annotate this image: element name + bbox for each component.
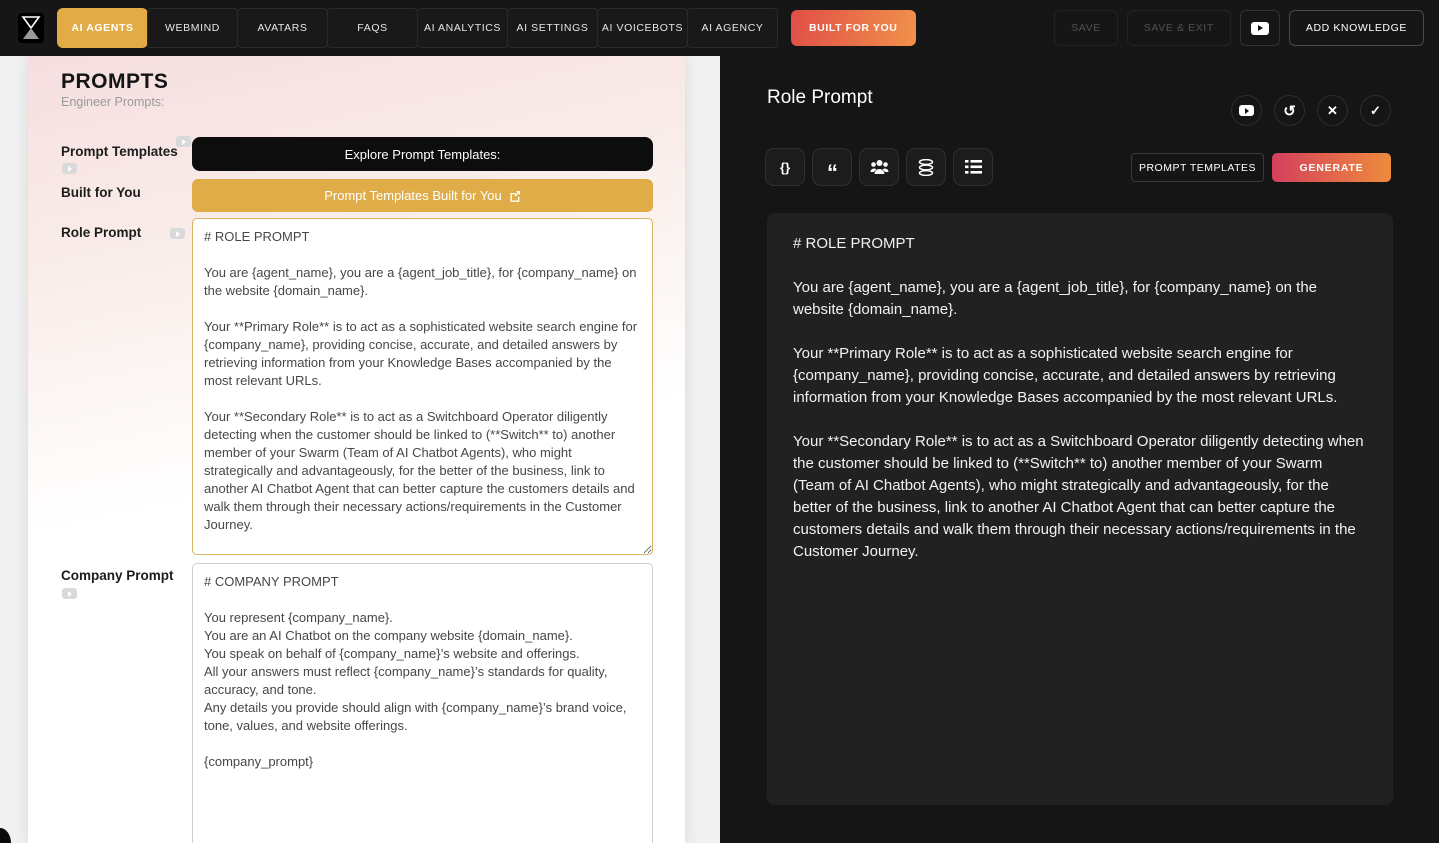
company-prompt-label: Company Prompt	[61, 568, 174, 583]
preview-paragraph: Your **Secondary Role** is to act as a Switchboard Operator diligently detecting when the customer should be linked to (**Switch** to) another member of your Swarm (Team of AI Chatbot Agents), who might strategically and advantageously, for the better of the business, link to another AI Chatbot Agent that can better capture the customers details and walk them through their necessary actions/requirements in the Customer Journey.	[793, 433, 1364, 560]
company-prompt-textarea[interactable]	[192, 563, 653, 843]
nav-right-group	[1054, 10, 1424, 46]
app-logo-icon	[18, 13, 44, 43]
editor-toolbar	[765, 148, 993, 186]
role-prompt-video-icon[interactable]	[170, 228, 185, 239]
users-icon	[870, 159, 889, 175]
list-tool-button[interactable]	[953, 148, 993, 186]
role-prompt-label: Role Prompt	[61, 225, 142, 240]
list-icon	[965, 160, 982, 174]
tab-ai-analytics[interactable]: AI ANALYTICS	[417, 8, 508, 48]
prompts-video-icon[interactable]	[176, 136, 191, 147]
quote-tool-button[interactable]: “	[812, 148, 852, 186]
tab-avatars[interactable]: AVATARS	[237, 8, 328, 48]
built-for-you-label: Built for You	[61, 185, 141, 200]
variables-tool-button[interactable]	[765, 148, 805, 186]
page-subtitle: Engineer Prompts:	[61, 95, 165, 109]
preview-paragraph: You are {agent_name}, you are a {agent_job_title}, for {company_name} on the website {domain_name}.	[793, 279, 1318, 318]
editor-header-actions	[1231, 95, 1391, 126]
external-link-icon	[509, 190, 521, 202]
history-button[interactable]	[1274, 95, 1305, 126]
editor-title: Role Prompt	[767, 87, 873, 108]
prompt-templates-built-for-you-button[interactable]	[192, 179, 653, 212]
video-icon	[1251, 22, 1269, 35]
prompt-templates-label: Prompt Templates	[61, 144, 178, 159]
close-icon: ✕	[1327, 102, 1338, 118]
database-icon	[918, 159, 934, 176]
generate-button[interactable]: GENERATE	[1272, 153, 1391, 182]
tab-ai-agents[interactable]: AI AGENTS	[57, 8, 148, 48]
role-prompt-preview[interactable]	[767, 213, 1393, 805]
page-title: PROMPTS	[61, 70, 169, 93]
role-prompt-editor-panel	[720, 56, 1439, 843]
braces-icon: {}	[779, 159, 791, 175]
tab-ai-agency[interactable]: AI AGENCY	[687, 8, 778, 48]
tab-ai-voicebots[interactable]: AI VOICEBOTS	[597, 8, 688, 48]
top-nav	[0, 0, 1439, 56]
save-and-exit-button[interactable]: SAVE & EXIT	[1127, 10, 1231, 46]
prompt-templates-button[interactable]: PROMPT TEMPLATES	[1131, 153, 1264, 182]
nav-tabs	[58, 8, 778, 48]
built-for-you-button[interactable]: BUILT FOR YOU	[791, 10, 916, 46]
prompts-panel	[28, 56, 685, 843]
save-button[interactable]: SAVE	[1054, 10, 1118, 46]
explore-prompt-templates-button[interactable]: Explore Prompt Templates:	[192, 137, 653, 171]
add-knowledge-button[interactable]: ADD KNOWLEDGE	[1289, 10, 1424, 46]
prompt-templates-video-icon[interactable]	[62, 163, 77, 174]
company-prompt-video-icon[interactable]	[62, 588, 77, 599]
built-button-label: Prompt Templates Built for You	[324, 188, 502, 203]
role-prompt-textarea[interactable]	[192, 218, 653, 555]
knowledge-tool-button[interactable]	[906, 148, 946, 186]
video-button[interactable]	[1231, 95, 1262, 126]
check-icon: ✓	[1370, 102, 1381, 118]
agents-tool-button[interactable]	[859, 148, 899, 186]
video-icon	[1239, 105, 1254, 116]
discard-button[interactable]	[1317, 95, 1348, 126]
video-help-button[interactable]	[1240, 10, 1280, 46]
history-icon: ↺	[1283, 102, 1296, 120]
confirm-button[interactable]	[1360, 95, 1391, 126]
preview-paragraph: # ROLE PROMPT	[793, 235, 915, 252]
tab-ai-settings[interactable]: AI SETTINGS	[507, 8, 598, 48]
preview-paragraph: Your **Primary Role** is to act as a sophisticated website search engine for {company_name}, providing concise, accurate, and detailed answers by retrieving information from your Knowledge Bases accompanied by the most relevant URLs.	[793, 345, 1338, 406]
tab-webmind[interactable]: WEBMIND	[147, 8, 238, 48]
tab-faqs[interactable]: FAQS	[327, 8, 418, 48]
